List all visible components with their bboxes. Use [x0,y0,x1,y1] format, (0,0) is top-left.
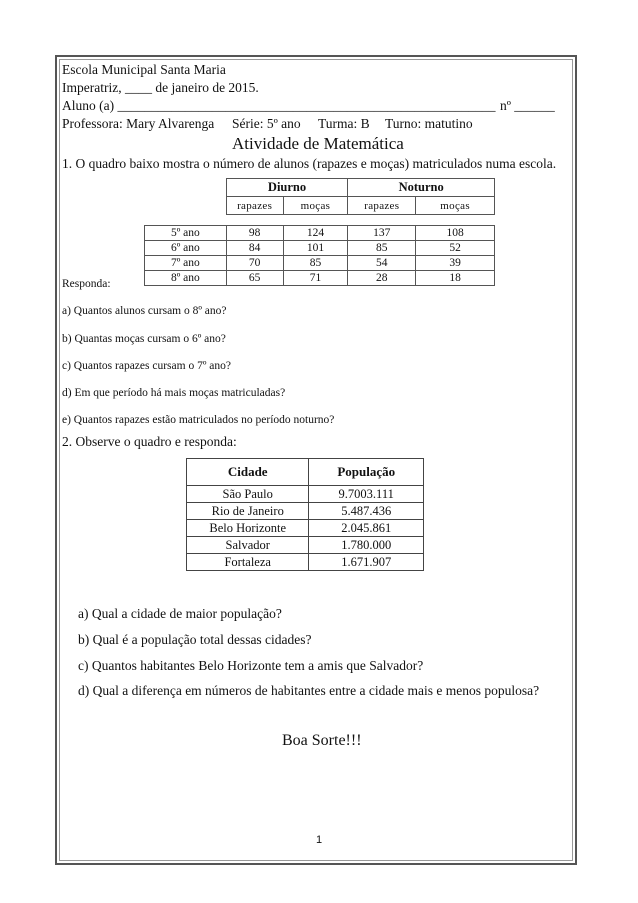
population-table [186,458,424,571]
column-header: População [309,459,424,486]
subheader: rapazes [226,197,283,215]
table-cell: 2.045.861 [309,520,424,537]
grade: Série: 5º ano [232,116,301,131]
subheader: moças [416,197,495,215]
closing-message: Boa Sorte!!! [282,732,362,749]
table-row [145,241,495,256]
table-cell: Belo Horizonte [187,520,309,537]
class: Turma: B [318,116,370,131]
column-header: Cidade [187,459,309,486]
row-label: 5º ano [145,226,227,241]
table-row [145,271,495,286]
table-cell: 70 [226,256,283,271]
students-table [144,178,495,286]
table-cell: 28 [348,271,416,286]
table-row [187,503,424,520]
table-cell: 84 [226,241,283,256]
page-title: Atividade de Matemática [232,134,404,153]
table-cell: São Paulo [187,486,309,503]
period-header: Diurno [226,179,348,197]
table-cell: 101 [283,241,348,256]
table-row [187,537,424,554]
table-cell: 54 [348,256,416,271]
q2-item-c: c) Quantos habitantes Belo Horizonte tem a amis que Salvador? [78,658,424,673]
q1-item-c: c) Quantos rapazes cursam o 7º ano? [62,360,231,372]
q1-item-b: b) Quantas moças cursam o 6º ano? [62,333,226,345]
table-cell: 137 [348,226,416,241]
number-line: nº ______ [500,98,555,113]
subheader: rapazes [348,197,416,215]
table-cell: 108 [416,226,495,241]
table-row [187,520,424,537]
table-cell: 98 [226,226,283,241]
q2-item-d: d) Qual a diferença em números de habitantes entre a cidade mais e menos populosa? [78,683,540,698]
row-label: 8º ano [145,271,227,286]
table-cell: 5.487.436 [309,503,424,520]
table-cell: 9.7003.111 [309,486,424,503]
table-cell: 1.780.000 [309,537,424,554]
responda-label: Responda: [62,278,111,290]
table-cell: 18 [416,271,495,286]
q1-item-a: a) Quantos alunos cursam o 8º ano? [62,305,227,317]
q1-item-d: d) Em que período há mais moças matriculadas? [62,387,286,399]
row-label: 7º ano [145,256,227,271]
table-row [187,486,424,503]
period-header: Noturno [348,179,495,197]
table-cell: 85 [348,241,416,256]
table-row [187,554,424,571]
table-cell: Salvador [187,537,309,554]
subheader: moças [283,197,348,215]
teacher-name: Professora: Mary Alvarenga [62,116,215,131]
page-number: 1 [316,834,323,846]
school-name: Escola Municipal Santa Maria [62,62,226,77]
q1-prompt: 1. O quadro baixo mostra o número de alunos (rapazes e moças) matriculados numa escola. [62,156,557,171]
table-cell: Fortaleza [187,554,309,571]
q1-item-e: e) Quantos rapazes estão matriculados no período noturno? [62,414,335,426]
shift: Turno: matutino [385,116,473,131]
table-row [145,226,495,241]
table-cell: 124 [283,226,348,241]
q2-item-b: b) Qual é a população total dessas cidades? [78,632,312,647]
q2-prompt: 2. Observe o quadro e responda: [62,434,237,449]
table-cell: 85 [283,256,348,271]
table-cell: 65 [226,271,283,286]
table-row [145,256,495,271]
table-cell: 39 [416,256,495,271]
row-label: 6º ano [145,241,227,256]
student-line: Aluno (a) ________________________________________________________ [62,98,496,113]
q2-item-a: a) Qual a cidade de maior população? [78,606,282,621]
table-cell: 52 [416,241,495,256]
table-cell: 71 [283,271,348,286]
table-cell: Rio de Janeiro [187,503,309,520]
date-line: Imperatriz, ____ de janeiro de 2015. [62,80,259,95]
table-cell: 1.671.907 [309,554,424,571]
